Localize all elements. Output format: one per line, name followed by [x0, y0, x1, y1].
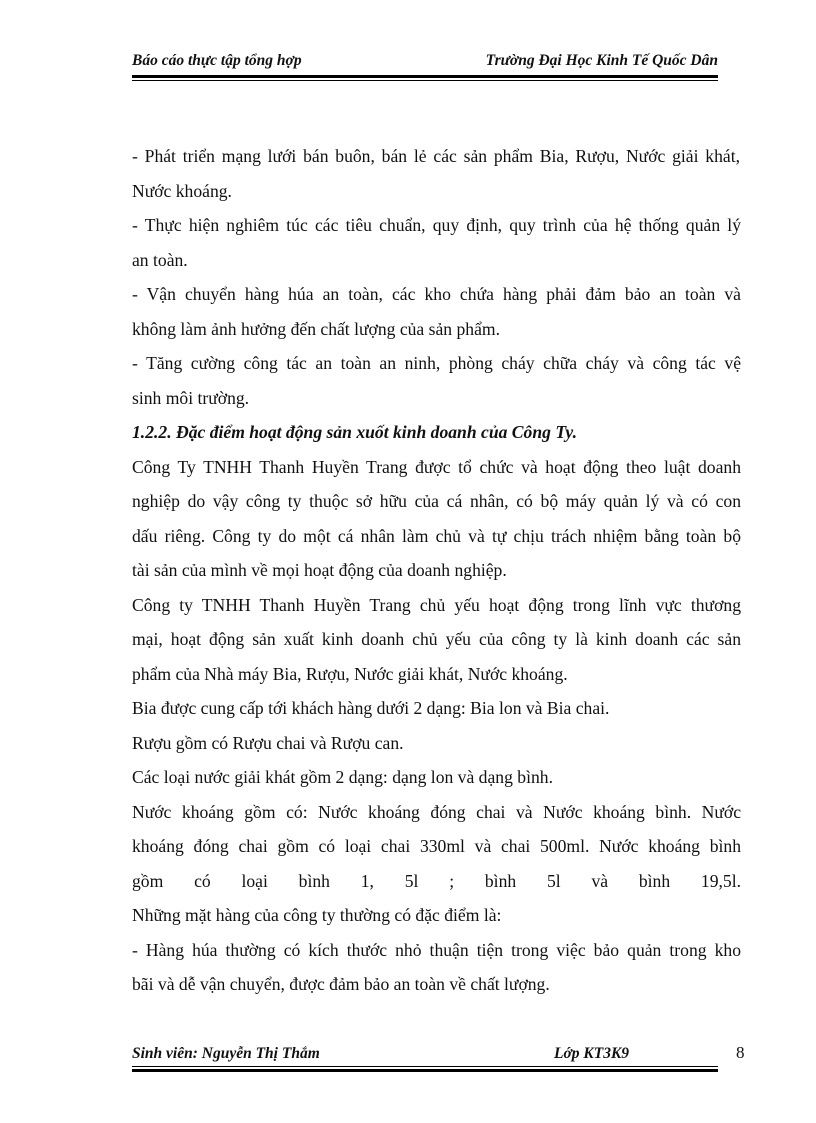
paragraph-line: Những mặt hàng của công ty thường có đặc điểm là:	[132, 905, 502, 925]
paragraph-line: không làm ảnh hưởng đến chất lượng của sản phẩm.	[132, 318, 500, 339]
paragraph-line: Nước khoáng.	[132, 180, 232, 201]
paragraph-line: an toàn.	[132, 249, 188, 270]
paragraph-line: tài sản của mình về mọi hoạt động của doanh nghiệp.	[132, 560, 507, 580]
paragraph-line: - Hàng húa thường có kích thước nhỏ thuận tiện trong việc bảo quản trong kho	[132, 939, 741, 960]
paragraph-line: dấu riêng. Công ty do một cá nhân làm chủ và tự chịu trách nhiệm bằng toàn bộ	[132, 525, 741, 546]
header-report-title: Báo cáo thực tập tổng hợp	[132, 52, 302, 69]
paragraph-line: Nước khoáng gồm có: Nước khoáng đóng chai và Nước khoáng bình. Nước	[132, 801, 741, 822]
paragraph-line: bãi và dễ vận chuyển, được đảm bảo an toàn về chất lượng.	[132, 974, 550, 994]
paragraph-line: Bia được cung cấp tới khách hàng dưới 2 dạng: Bia lon và Bia chai.	[132, 698, 610, 718]
header-rule-thick	[132, 75, 718, 78]
paragraph-line: Rượu gồm có Rượu chai và Rượu can.	[132, 732, 404, 753]
header-rule-thin	[132, 80, 718, 81]
paragraph-line: khoáng đóng chai gồm có loại chai 330ml và chai 500ml. Nước khoáng bình	[132, 836, 741, 856]
paragraph-line: nghiệp do vậy công ty thuộc sở hữu của cá nhân, có bộ máy quản lý và có con	[132, 491, 741, 511]
footer-rule-thin	[132, 1066, 718, 1067]
paragraph-line: Các loại nước giải khát gồm 2 dạng: dạng lon và dạng bình.	[132, 767, 553, 787]
paragraph-line: - Phát triển mạng lưới bán buôn, bán lẻ các sản phẩm Bia, Rượu, Nước giải khát,	[132, 146, 740, 166]
paragraph-line: phẩm của Nhà máy Bia, Rượu, Nước giải khát, Nước khoáng.	[132, 663, 568, 684]
page-header	[132, 52, 718, 76]
paragraph-line: - Tăng cường công tác an toàn an ninh, phòng cháy chữa cháy và công tác vệ	[132, 353, 741, 373]
page-number: 8	[736, 1043, 745, 1062]
paragraph-line: mại, hoạt động sản xuất kinh doanh chủ yếu của công ty là kinh doanh các sản	[132, 629, 741, 649]
footer-student-name: Sinh viên: Nguyễn Thị Thắm	[132, 1045, 320, 1062]
footer-class: Lớp KT3K9	[554, 1045, 630, 1062]
footer-rule-thick	[132, 1069, 718, 1072]
header-university: Trường Đại Học Kinh Tế Quốc Dân	[485, 52, 718, 69]
paragraph-line: - Thực hiện nghiêm túc các tiêu chuẩn, quy định, quy trình của hệ thống quản lý	[132, 215, 741, 235]
section-heading: 1.2.2. Đặc điểm hoạt động sản xuốt kinh doanh của Công Ty.	[132, 422, 577, 442]
document-body	[132, 139, 742, 1002]
paragraph-line: - Vận chuyển hàng húa an toàn, các kho chứa hàng phải đảm bảo an toàn và	[132, 284, 741, 304]
paragraph-line: Công ty TNHH Thanh Huyền Trang chủ yếu hoạt động trong lĩnh vực thương	[132, 594, 741, 615]
paragraph-line: Công Ty TNHH Thanh Huyền Trang được tổ chức và hoạt động theo luật doanh	[132, 456, 741, 477]
paragraph-line: gồm có loại bình 1, 5l ; bình 5l và bình 19,5l.	[132, 870, 741, 891]
paragraph-line: sinh môi trường.	[132, 387, 250, 408]
